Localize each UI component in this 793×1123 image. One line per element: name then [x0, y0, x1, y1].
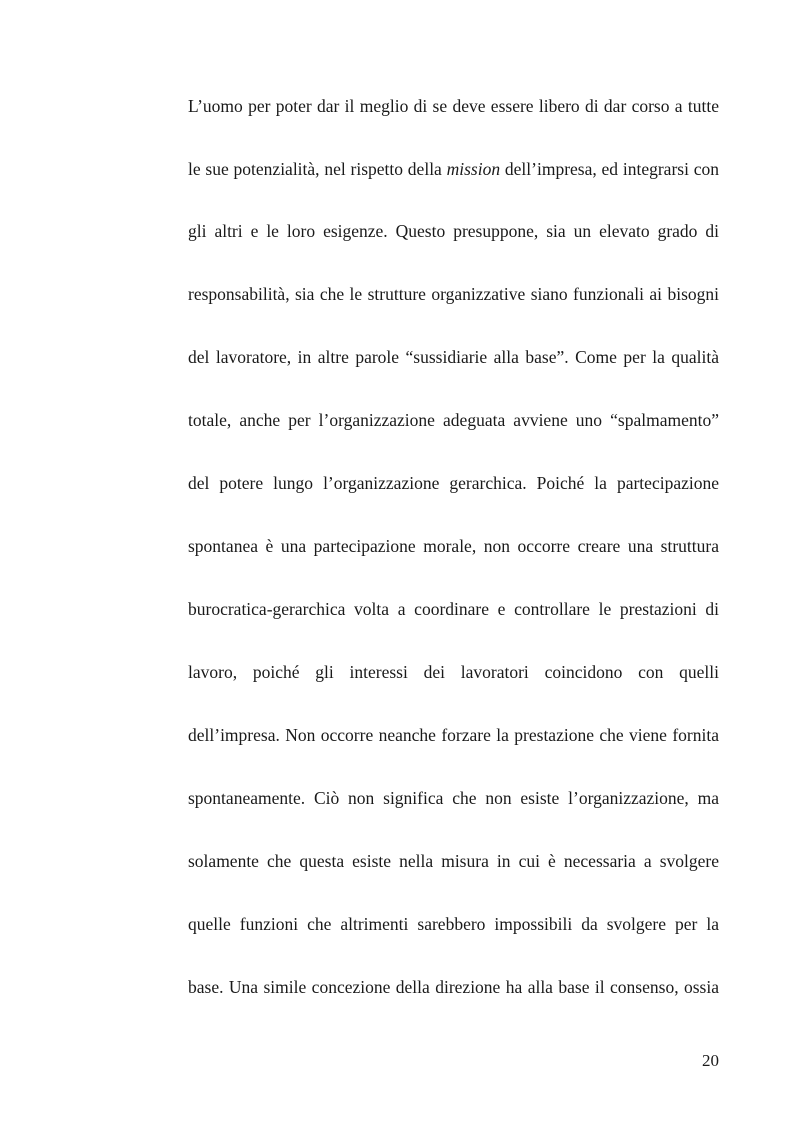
emphasis-text: mission — [446, 159, 501, 179]
text-line: dell’impresa. Non occorre neanche forzare la prestazione che viene fornita — [188, 725, 719, 745]
text-line: del potere lungo l’organizzazione gerarchica. Poiché la partecipazione — [188, 473, 719, 493]
text-segment: dell’impresa, ed integrarsi con — [500, 159, 720, 179]
text-line: quelle funzioni che altrimenti sarebbero impossibili da svolgere per la — [188, 914, 719, 934]
text-line: base. Una simile concezione della direzione ha alla base il consenso, ossia — [188, 977, 719, 997]
text-line: responsabilità, sia che le strutture organizzative siano funzionali ai bisogni — [188, 284, 719, 304]
text-line: totale, anche per l’organizzazione adeguata avviene uno “spalmamento” — [188, 410, 719, 430]
text-line: gli altri e le loro esigenze. Questo presuppone, sia un elevato grado di — [188, 221, 719, 241]
text-line — [188, 158, 719, 180]
text-line: L’uomo per poter dar il meglio di se deve essere libero di dar corso a tutte — [188, 96, 719, 116]
text-line: spontanea è una partecipazione morale, non occorre creare una struttura — [188, 536, 719, 556]
text-line: solamente che questa esiste nella misura in cui è necessaria a svolgere — [188, 851, 719, 871]
text-line: lavoro, poiché gli interessi dei lavoratori coincidono con quelli — [188, 662, 719, 682]
page-number: 20 — [702, 1051, 719, 1070]
text-line: del lavoratore, in altre parole “sussidiarie alla base”. Come per la qualità — [188, 347, 719, 367]
text-segment: le sue potenzialità, nel rispetto della — [188, 159, 447, 179]
text-line: spontaneamente. Ciò non significa che non esiste l’organizzazione, ma — [188, 788, 719, 808]
text-line: burocratica-gerarchica volta a coordinare e controllare le prestazioni di — [188, 599, 719, 619]
